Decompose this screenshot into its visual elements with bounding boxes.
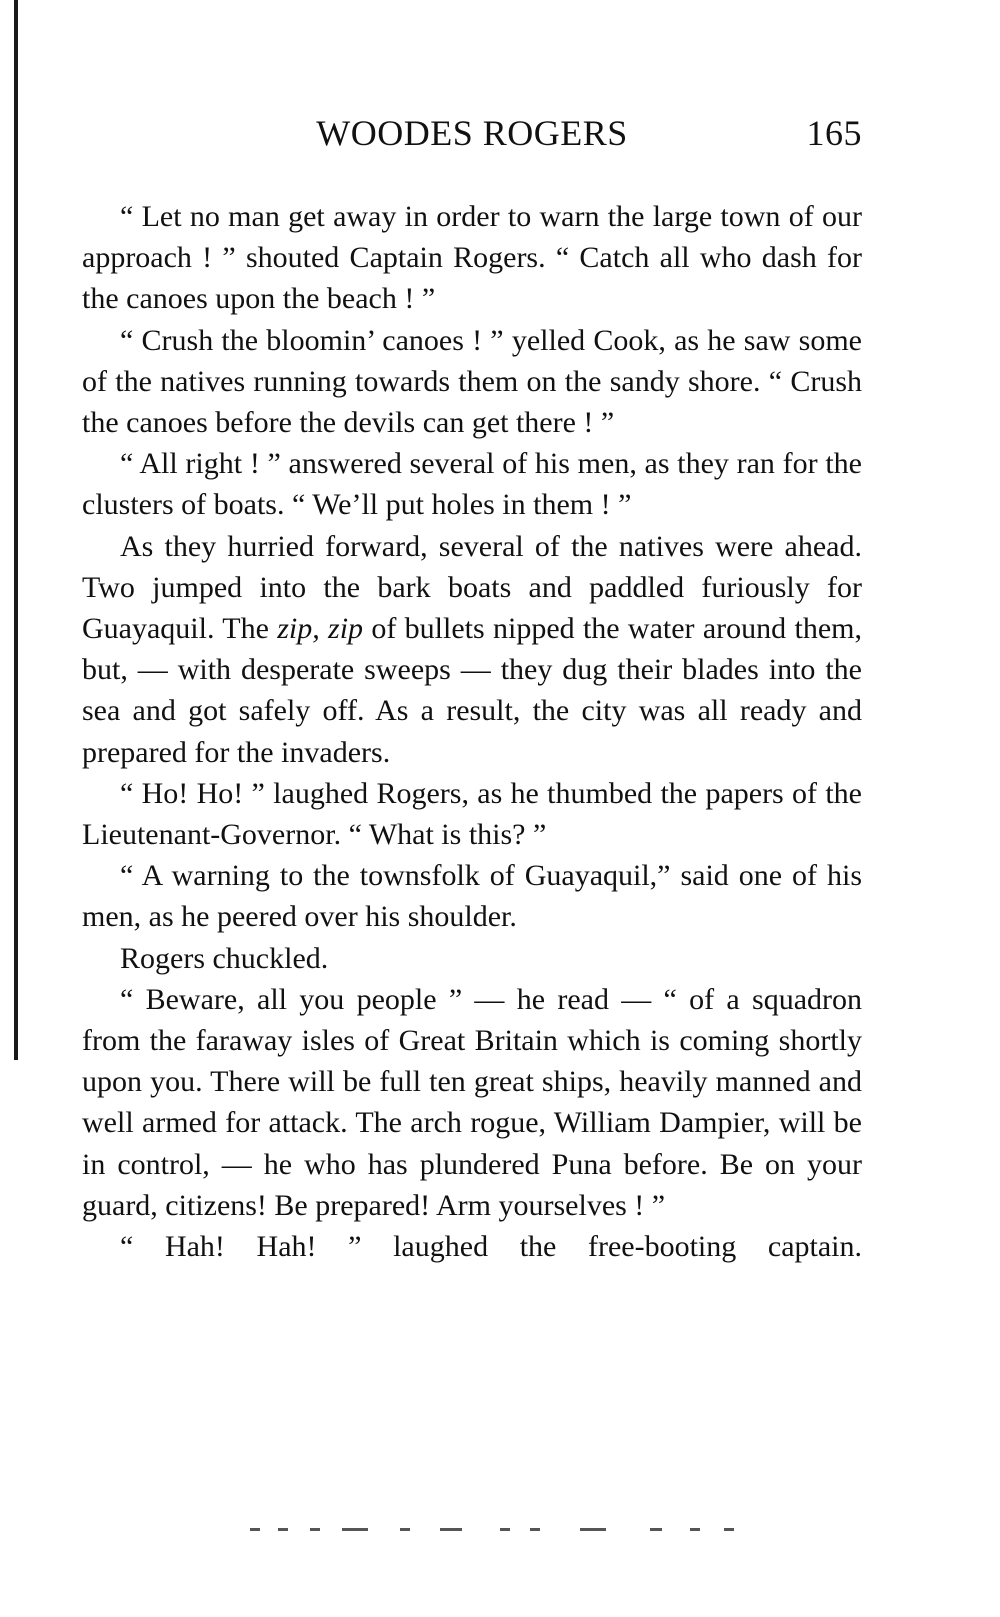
paragraph-hurried-forward-end: of bullets nipped the water around them, but, — with desperate sweeps — they dug their blades into the sea and got safely off. As a result, the city was all ready and prepared for the invaders. [82,612,862,769]
paragraph-warning: “ A warning to the townsfolk of Guayaquil,” said one of his men, as he peered over his shoulder. [82,859,862,934]
cutoff-next-line-fragment [250,1528,740,1534]
paragraph-let-no-man: “ Let no man get away in order to warn the large town of our approach ! ” shouted Captain Rogers. “ Catch all who dash for the canoes upon the beach ! ” [82,200,862,316]
running-title: WOODES ROGERS [316,113,628,153]
paragraph-beware: “ Beware, all you people ” — he read — “ of a squadron from the faraway isles of Great Britain which is coming shortly upon you. There will be full ten great ships, heavily manned and well armed for attack. The arch rogue, William Dampier, will be in control, — he who has plundered Puna before. Be on your guard, citizens! Be prepared! Arm yourselves ! ” [82,982,862,1222]
paragraph-all-right: “ All right ! ” answered several of his men, as they ran for the clusters of boats. “ We’ll put holes in them ! ” [82,447,862,522]
page-number: 165 [806,113,862,153]
italic-zip-zip: zip, zip [277,612,364,646]
paragraph-ho-ho: “ Ho! Ho! ” laughed Rogers, as he thumbed the papers of the Lieutenant-Governor. “ What is this? ” [82,776,862,852]
running-head [82,108,862,164]
paragraph-crush-canoes: “ Crush the bloomin’ canoes ! ” yelled Cook, as he saw some of the natives running towards them on the sandy shore. “ Crush the canoes before the devils can get there ! ” [82,323,862,440]
scan-edge-bar [14,0,18,1060]
book-page [82,108,862,1267]
paragraph-hurried-forward [82,526,862,773]
body-text [82,196,862,1267]
paragraph-rogers-chuckled: Rogers chuckled. [120,941,329,975]
paragraph-hah-hah: “ Hah! Hah! ” laughed the free-booting captain. [120,1230,862,1264]
paragraph-hurried-forward-start: As they hurried forward, several of the natives were ahead. Two jumped into the bark boats and paddled furiously for Guayaquil. The [82,529,862,646]
